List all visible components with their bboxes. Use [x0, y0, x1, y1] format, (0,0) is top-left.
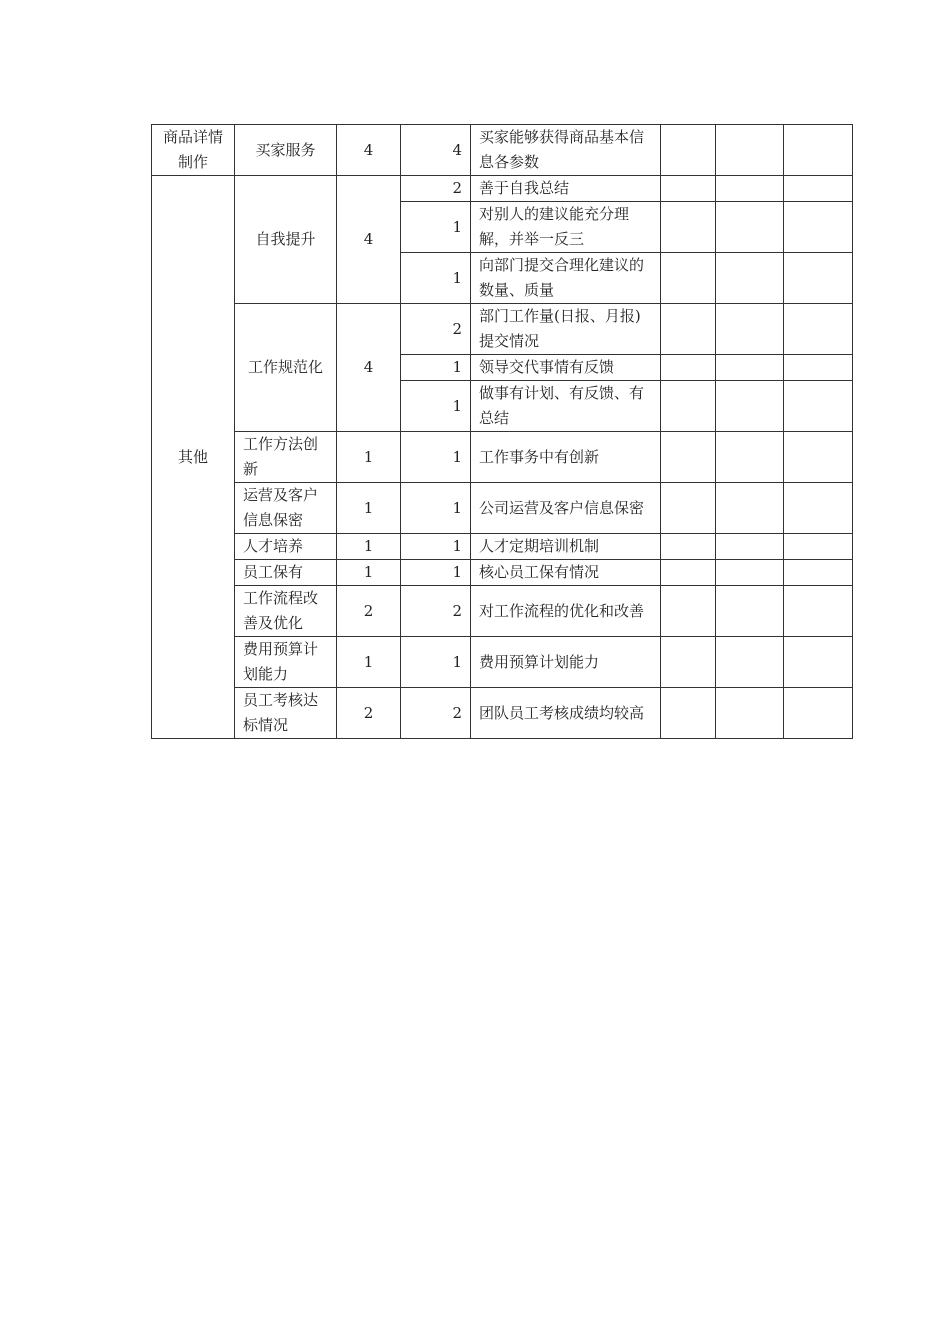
blank-cell — [716, 534, 784, 560]
blank-cell — [661, 355, 716, 381]
weight-cell: 4 — [337, 176, 401, 304]
blank-cell — [661, 253, 716, 304]
score-cell: 2 — [401, 304, 471, 355]
item-cell: 工作规范化 — [235, 304, 337, 432]
blank-cell — [716, 688, 784, 739]
item-cell: 自我提升 — [235, 176, 337, 304]
blank-cell — [716, 381, 784, 432]
score-cell: 1 — [401, 432, 471, 483]
category-cell: 其他 — [152, 176, 235, 739]
weight-cell: 4 — [337, 125, 401, 176]
item-cell: 员工保有 — [235, 560, 337, 586]
weight-cell: 4 — [337, 304, 401, 432]
standard-cell: 团队员工考核成绩均较高 — [471, 688, 661, 739]
blank-cell — [784, 560, 853, 586]
weight-cell: 1 — [337, 637, 401, 688]
blank-cell — [661, 560, 716, 586]
blank-cell — [716, 432, 784, 483]
blank-cell — [784, 432, 853, 483]
standard-cell: 向部门提交合理化建议的数量、质量 — [471, 253, 661, 304]
table-row — [152, 125, 853, 176]
standard-cell: 费用预算计划能力 — [471, 637, 661, 688]
item-cell: 工作方法创新 — [235, 432, 337, 483]
score-cell: 1 — [401, 483, 471, 534]
blank-cell — [784, 176, 853, 202]
blank-cell — [661, 534, 716, 560]
standard-cell: 领导交代事情有反馈 — [471, 355, 661, 381]
blank-cell — [661, 381, 716, 432]
score-cell: 2 — [401, 586, 471, 637]
score-cell: 2 — [401, 176, 471, 202]
blank-cell — [784, 483, 853, 534]
blank-cell — [661, 483, 716, 534]
item-cell: 买家服务 — [235, 125, 337, 176]
table-row — [152, 586, 853, 637]
item-cell: 人才培养 — [235, 534, 337, 560]
weight-cell: 1 — [337, 483, 401, 534]
standard-cell: 公司运营及客户信息保密 — [471, 483, 661, 534]
item-cell: 运营及客户信息保密 — [235, 483, 337, 534]
item-cell: 员工考核达标情况 — [235, 688, 337, 739]
blank-cell — [716, 125, 784, 176]
score-cell: 1 — [401, 253, 471, 304]
table-row — [152, 304, 853, 355]
score-cell: 1 — [401, 202, 471, 253]
blank-cell — [716, 586, 784, 637]
blank-cell — [661, 304, 716, 355]
blank-cell — [716, 253, 784, 304]
blank-cell — [716, 483, 784, 534]
blank-cell — [661, 202, 716, 253]
blank-cell — [716, 176, 784, 202]
blank-cell — [716, 202, 784, 253]
score-cell: 1 — [401, 355, 471, 381]
standard-cell: 核心员工保有情况 — [471, 560, 661, 586]
kpi-table — [151, 124, 853, 739]
blank-cell — [784, 253, 853, 304]
standard-cell: 买家能够获得商品基本信息各参数 — [471, 125, 661, 176]
blank-cell — [784, 637, 853, 688]
blank-cell — [784, 534, 853, 560]
blank-cell — [716, 304, 784, 355]
weight-cell: 1 — [337, 534, 401, 560]
blank-cell — [716, 637, 784, 688]
weight-cell: 2 — [337, 586, 401, 637]
item-cell: 工作流程改善及优化 — [235, 586, 337, 637]
blank-cell — [784, 355, 853, 381]
blank-cell — [784, 586, 853, 637]
item-cell: 费用预算计划能力 — [235, 637, 337, 688]
score-cell: 1 — [401, 381, 471, 432]
score-cell: 1 — [401, 560, 471, 586]
score-cell: 1 — [401, 534, 471, 560]
blank-cell — [716, 560, 784, 586]
score-cell: 4 — [401, 125, 471, 176]
blank-cell — [661, 688, 716, 739]
weight-cell: 1 — [337, 432, 401, 483]
standard-cell: 对工作流程的优化和改善 — [471, 586, 661, 637]
standard-cell: 善于自我总结 — [471, 176, 661, 202]
blank-cell — [784, 688, 853, 739]
blank-cell — [661, 637, 716, 688]
score-cell: 1 — [401, 637, 471, 688]
table-row — [152, 534, 853, 560]
blank-cell — [784, 381, 853, 432]
blank-cell — [784, 202, 853, 253]
standard-cell: 人才定期培训机制 — [471, 534, 661, 560]
table-row — [152, 432, 853, 483]
blank-cell — [661, 176, 716, 202]
blank-cell — [784, 304, 853, 355]
category-cell: 商品详情制作 — [152, 125, 235, 176]
table-row — [152, 637, 853, 688]
table-row — [152, 483, 853, 534]
standard-cell: 工作事务中有创新 — [471, 432, 661, 483]
blank-cell — [716, 355, 784, 381]
blank-cell — [661, 432, 716, 483]
score-cell: 2 — [401, 688, 471, 739]
standard-cell: 对别人的建议能充分理解，并举一反三 — [471, 202, 661, 253]
blank-cell — [784, 125, 853, 176]
table-row — [152, 688, 853, 739]
standard-cell: 做事有计划、有反馈、有总结 — [471, 381, 661, 432]
standard-cell: 部门工作量(日报、月报)提交情况 — [471, 304, 661, 355]
blank-cell — [661, 125, 716, 176]
table-row — [152, 560, 853, 586]
weight-cell: 2 — [337, 688, 401, 739]
weight-cell: 1 — [337, 560, 401, 586]
table-row — [152, 176, 853, 202]
blank-cell — [661, 586, 716, 637]
